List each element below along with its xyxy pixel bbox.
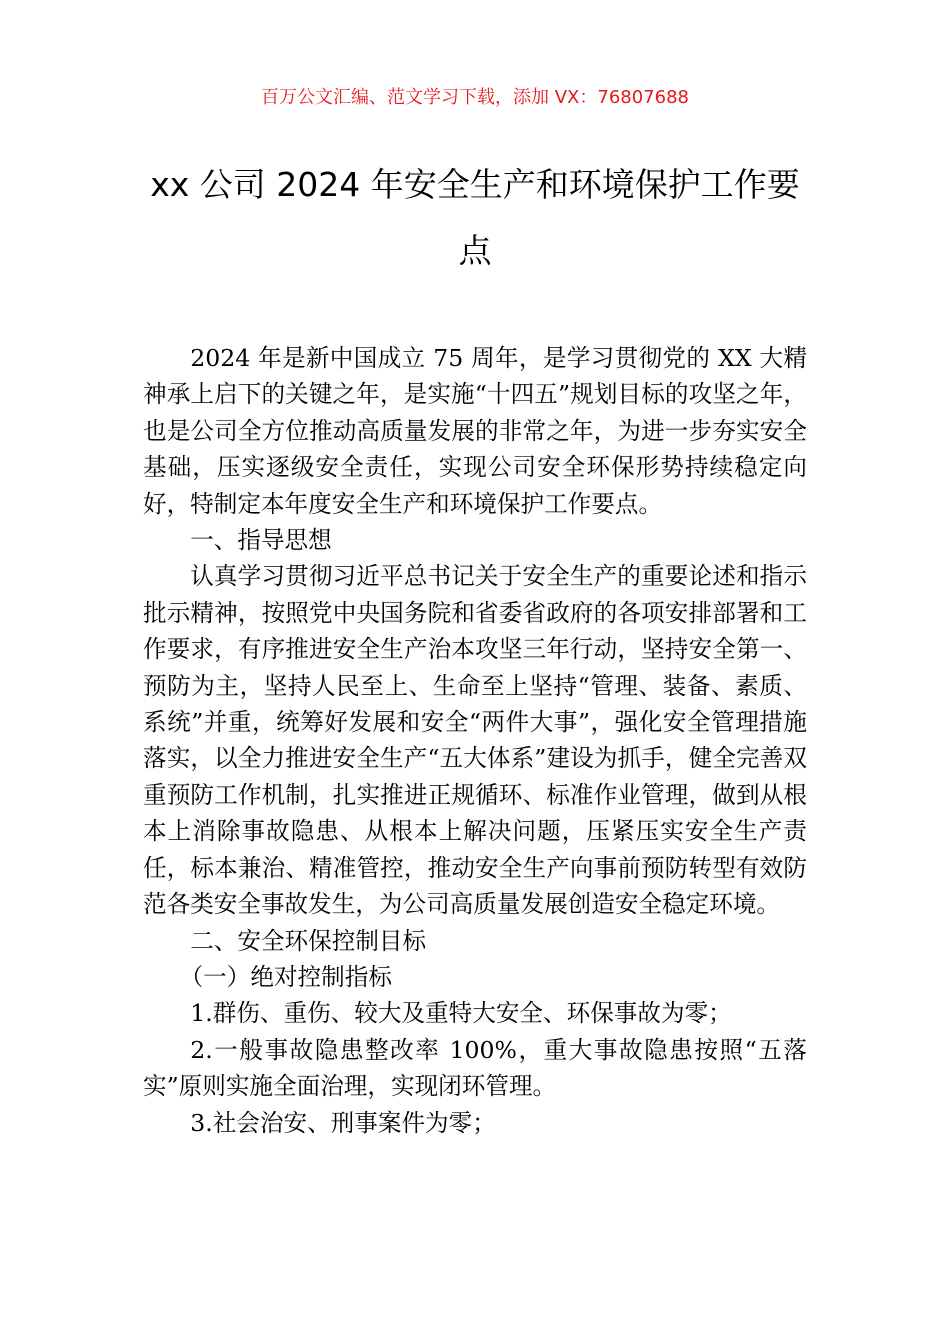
list-item: 2.一般事故隐患整改率 100%，重大事故隐患按照“五落实”原则实施全面治理，实现闭环管理。: [143, 1035, 807, 1101]
list-item: 3.社会治安、刑事案件为零；: [190, 1108, 496, 1137]
header-note: 百万公文汇编、范文学习下载，添加 VX：76807688: [261, 87, 689, 108]
subsection-heading-absolute-indicators: （一）绝对控制指标: [179, 962, 392, 991]
guiding-thought-paragraph: 认真学习贯彻习近平总书记关于安全生产的重要论述和指示批示精神，按照党中央国务院和省委省政府的各项安排部署和工作要求，有序推进安全生产治本攻坚三年行动，坚持安全第一、预防为主，坚持人民至上、生命至上坚持“管理、装备、素质、系统”并重，统筹好发展和安全“两件大事”，强化安全管理措施落实，以全力推进安全生产“五大体系”建设为抓手，健全完善双重预防工作机制，扎实推进正规循环、标准作业管理，做到从根本上消除事故隐患、从根本上解决问题，压紧压实安全生产责任，标本兼治、精准管控，推动安全生产向事前预防转型有效防范各类安全事故发生，为公司高质量发展创造安全稳定环境。: [143, 562, 807, 919]
list-item: 1.群伤、重伤、较大及重特大安全、环保事故为零；: [190, 999, 732, 1028]
intro-paragraph: 2024 年是新中国成立 75 周年，是学习贯彻党的 XX 大精神承上启下的关键之年，是实施“十四五”规划目标的攻坚之年，也是公司全方位推动高质量发展的非常之年，为进一步夯实安全基础，压实逐级安全责任，实现公司安全环保形势持续稳定向好，特制定本年度安全生产和环境保护工作要点。: [143, 344, 807, 518]
section-heading-control-targets: 二、安全环保控制目标: [190, 926, 427, 955]
document-title: xx 公司 2024 年安全生产和环境保护工作要点: [150, 165, 800, 270]
section-heading-guiding-thought: 一、指导思想: [190, 526, 332, 555]
document-body: [143, 340, 807, 1141]
